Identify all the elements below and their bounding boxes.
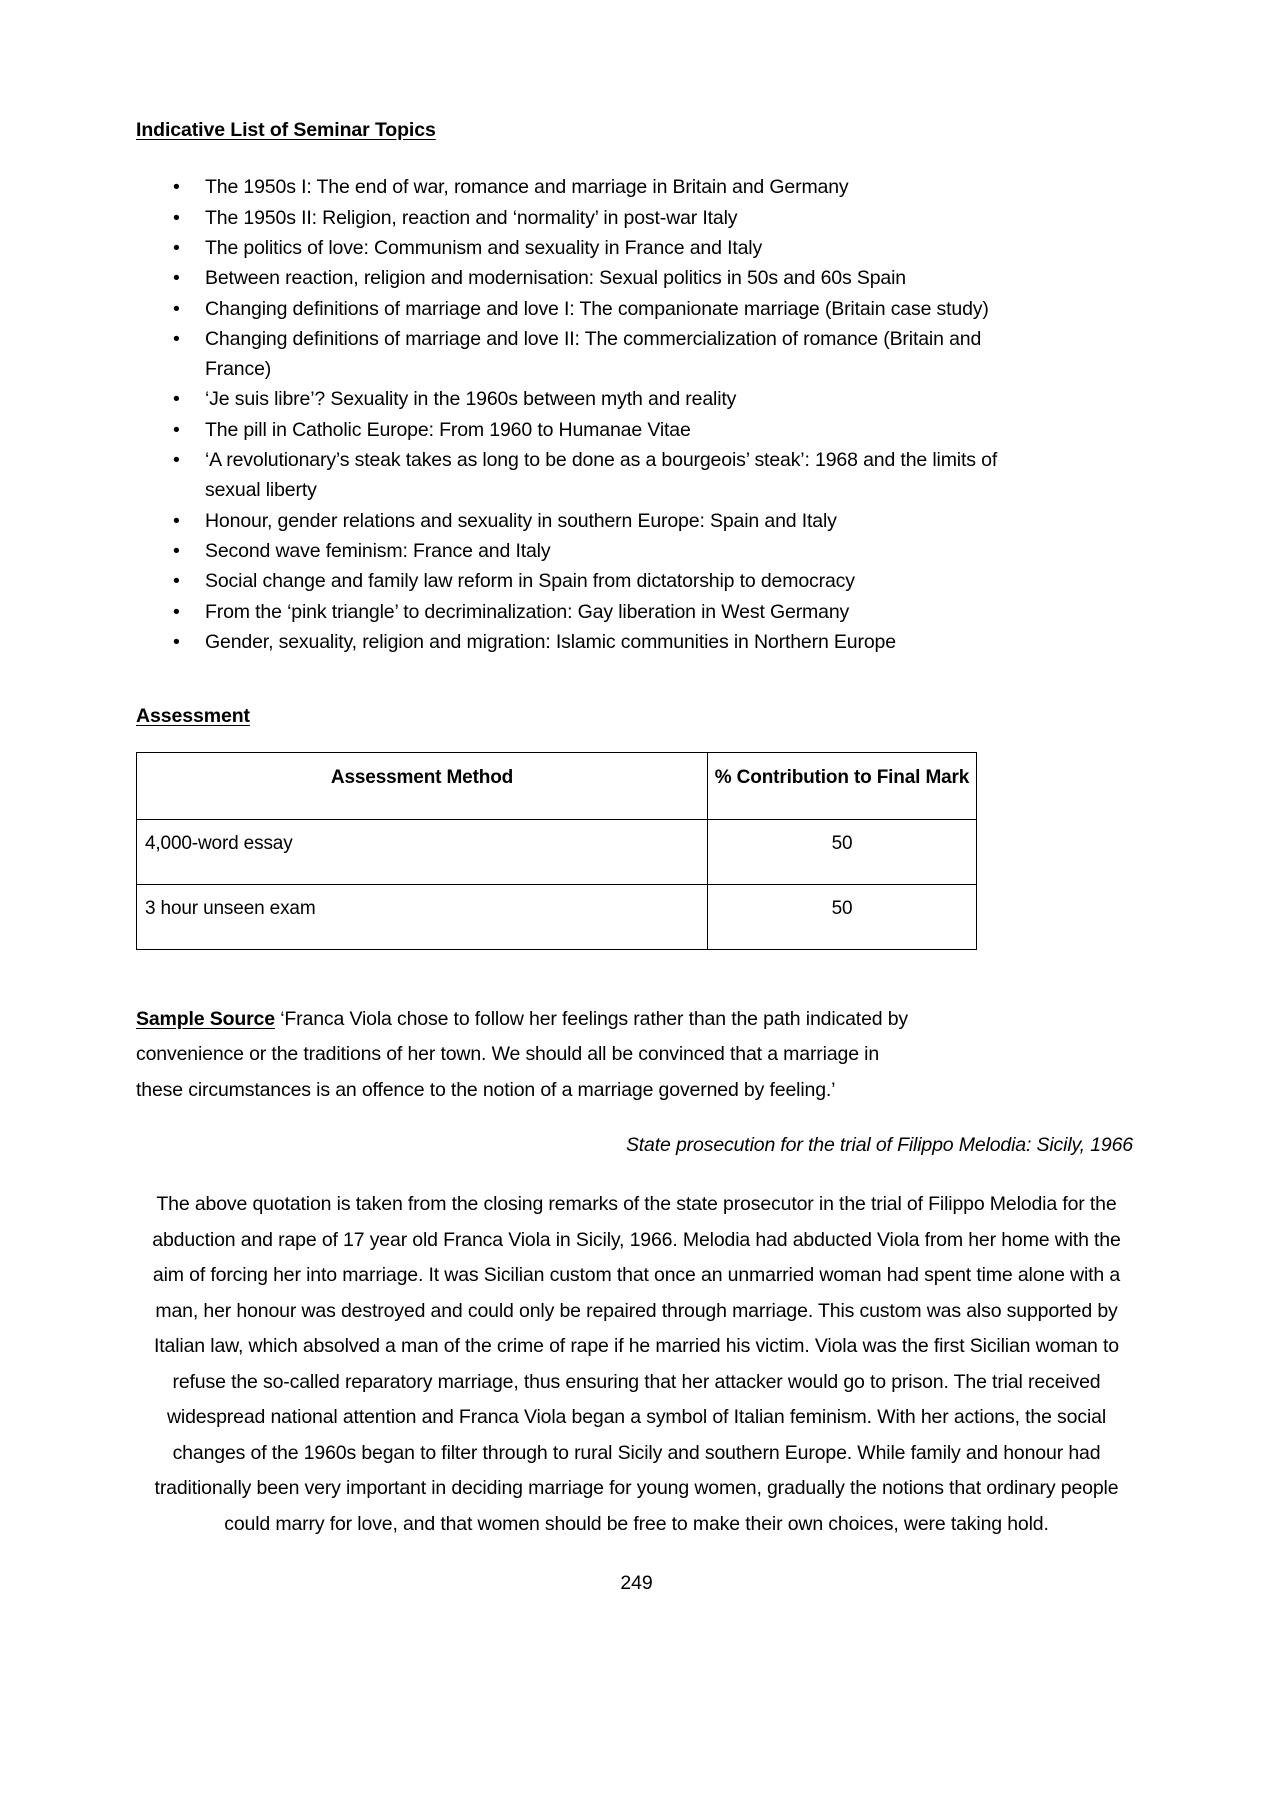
list-item-label: ‘Je suis libre’? Sexuality in the 1960s between myth and reality <box>205 388 737 411</box>
bullet-icon: • <box>173 449 180 472</box>
list-item <box>136 203 1050 233</box>
column-header-contribution: % Contribution to Final Mark <box>708 752 977 819</box>
bullet-icon: • <box>173 630 180 653</box>
bullet-icon: • <box>173 388 180 411</box>
table-row <box>137 884 977 949</box>
seminar-topics-list <box>136 172 1137 657</box>
cell-contribution: 50 <box>708 884 977 949</box>
table-header-row <box>137 752 977 819</box>
bullet-icon: • <box>173 539 180 562</box>
list-item <box>136 506 1050 536</box>
bullet-icon: • <box>173 236 180 259</box>
cell-assessment-method: 4,000-word essay <box>137 819 708 884</box>
list-item-label: Social change and family law reform in Spain from dictatorship to democracy <box>205 570 855 593</box>
list-item <box>136 263 1050 293</box>
list-item <box>136 324 1050 385</box>
column-header-assessment-method: Assessment Method <box>137 752 708 819</box>
bullet-icon: • <box>173 509 180 532</box>
sample-source-block <box>136 1002 926 1109</box>
list-item <box>136 415 1050 445</box>
list-item-label: Changing definitions of marriage and love I: The companionate marriage (Britain case study) <box>205 297 989 320</box>
bullet-icon: • <box>173 570 180 593</box>
list-item <box>136 445 1050 506</box>
list-item-label: ‘A revolutionary’s steak takes as long to be done as a bourgeois’ steak’: 1968 and the limits of sexual liberty <box>205 449 998 502</box>
list-item-label: The 1950s I: The end of war, romance and marriage in Britain and Germany <box>205 176 849 199</box>
body-paragraph: The above quotation is taken from the closing remarks of the state prosecutor in the trial of Filippo Melodia for the abduction and rape of 17 year old Franca Viola in Sicily, 1966. Melodia had abducted Viola from her home with the aim of forcing her into marriage. It was Sicilian custom that once an unmarried woman had spent time alone with a man, her honour was destroyed and could only be repaired through marriage. This custom was also supported by Italian law, which absolved a man of the crime of rape if he married his victim. Viola was the first Sicilian woman to refuse the so-called reparatory marriage, thus ensuring that her attacker would go to prison. The trial received widespread national attention and Franca Viola began a symbol of Italian feminism. With her actions, the social changes of the 1960s began to filter through to rural Sicily and southern Europe. While family and honour had traditionally been very important in deciding marriage for young women, gradually the notions that ordinary people could marry for love, and that women should be free to make their own choices, were taking hold. <box>152 1193 1121 1535</box>
list-item-label: Changing definitions of marriage and love II: The commercialization of romance (Britain and France) <box>205 327 982 381</box>
assessment-heading: Assessment <box>136 705 250 728</box>
bullet-icon: • <box>173 176 180 199</box>
list-item <box>136 536 1050 566</box>
list-item-label: From the ‘pink triangle’ to decriminalization: Gay liberation in West Germany <box>205 600 850 623</box>
seminar-topics-heading: Indicative List of Seminar Topics <box>136 119 436 141</box>
bullet-icon: • <box>173 327 180 350</box>
bullet-icon: • <box>173 600 180 623</box>
bullet-icon: • <box>173 206 180 229</box>
list-item-label: The politics of love: Communism and sexuality in France and Italy <box>205 236 763 259</box>
list-item-label: Gender, sexuality, religion and migration: Islamic communities in Northern Europe <box>205 630 896 653</box>
sample-source-attribution: State prosecution for the trial of Filippo Melodia: Sicily, 1966 <box>625 1134 1133 1156</box>
list-item-label: Between reaction, religion and modernisation: Sexual politics in 50s and 60s Spain <box>205 267 906 290</box>
sample-source-label: Sample Source <box>136 1007 275 1030</box>
cell-assessment-method: 3 hour unseen exam <box>137 884 708 949</box>
list-item-label: Second wave feminism: France and Italy <box>205 539 551 562</box>
page-number: 249 <box>620 1572 653 1594</box>
bullet-icon: • <box>173 418 180 441</box>
list-item-label: The 1950s II: Religion, reaction and ‘normality’ in post-war Italy <box>205 206 738 229</box>
list-item <box>136 233 1050 263</box>
assessment-table <box>136 752 977 950</box>
list-item <box>136 627 1050 657</box>
table-row <box>137 819 977 884</box>
list-item <box>136 172 1050 202</box>
list-item <box>136 566 1050 596</box>
list-item <box>136 294 1050 324</box>
list-item <box>136 384 1050 414</box>
list-item-label: Honour, gender relations and sexuality in southern Europe: Spain and Italy <box>205 509 837 532</box>
cell-contribution: 50 <box>708 819 977 884</box>
list-item-label: The pill in Catholic Europe: From 1960 to Humanae Vitae <box>205 418 691 441</box>
bullet-icon: • <box>173 267 180 290</box>
bullet-icon: • <box>173 297 180 320</box>
sample-source-quote: ‘Franca Viola chose to follow her feelings rather than the path indicated by convenience or the traditions of her town. We should all be convinced that a marriage in these circumstances is an offence to the notion of a marriage governed by feeling.’ <box>136 1007 909 1101</box>
list-item <box>136 597 1050 627</box>
